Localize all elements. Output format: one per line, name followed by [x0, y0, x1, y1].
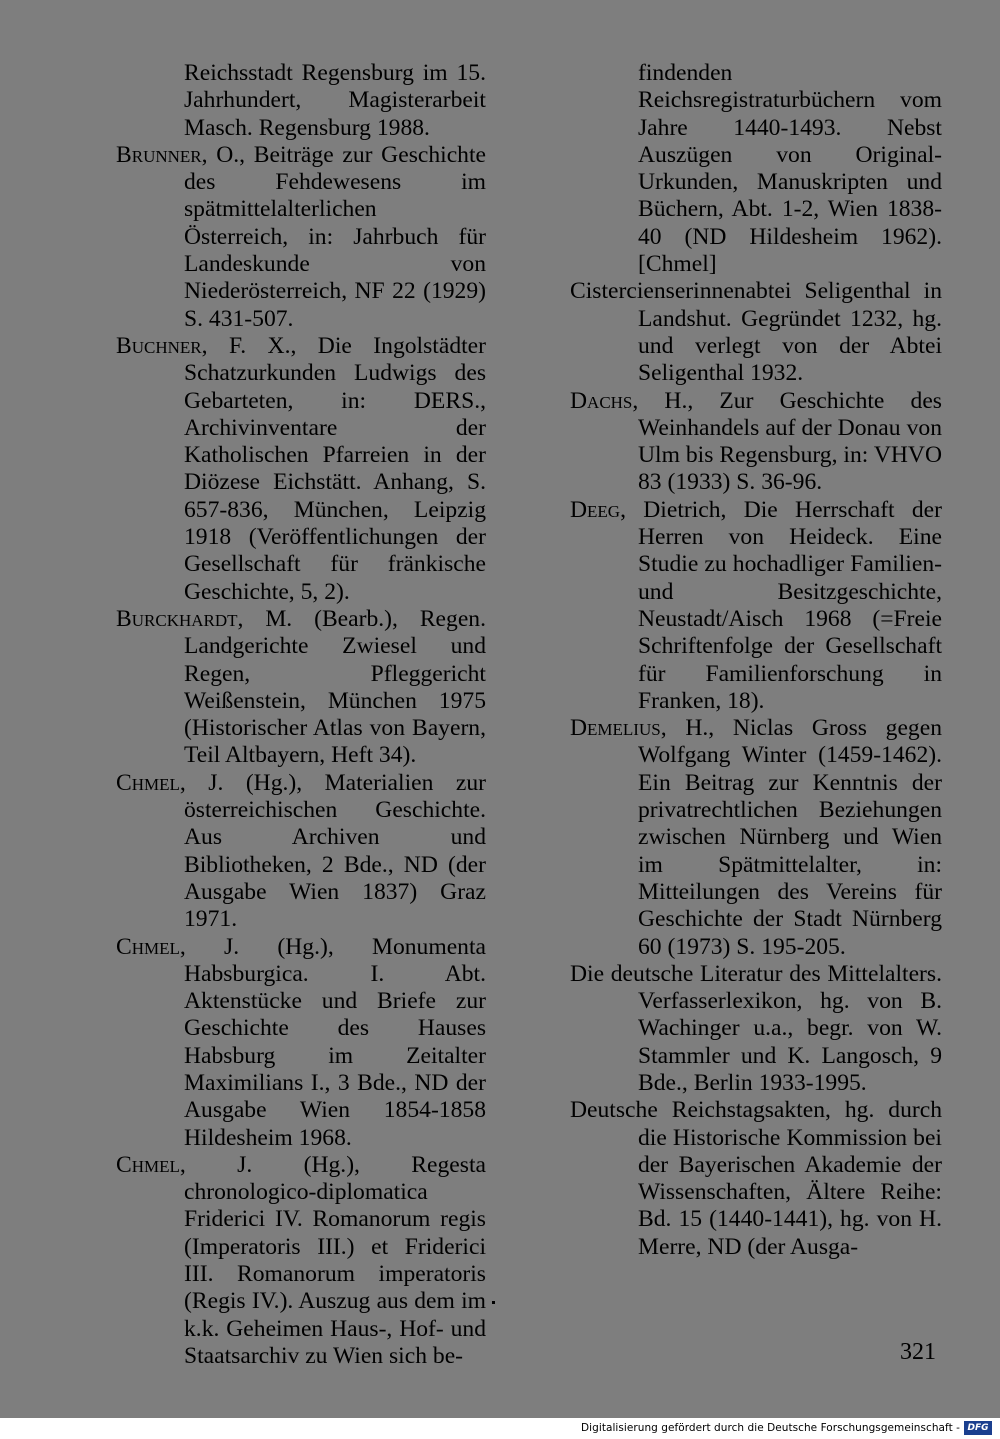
dfg-logo-icon: DFG	[964, 1421, 992, 1435]
bibliography-entry	[570, 961, 942, 1097]
bibliography-entry	[570, 1097, 942, 1261]
entry-text: , J. (Hg.), Monumenta Habsburgica. I. Abt. Aktenstücke und Briefe zur Geschichte des Hauses Habsburg im Zeitalter Maximilians I., 3 Bde., ND der Ausgabe Wien 1854-1858 Hildesheim 1968.	[179, 933, 486, 1151]
entry-text: , M. (Bearb.), Regen. Landgerichte Zwiesel und Regen, Pfleggericht Weißenstein, München 1975 (Historischer Atlas von Bayern, Teil Altbayern, Heft 34).	[184, 605, 486, 769]
bibliography-entry	[116, 333, 486, 606]
bibliography-entry	[116, 60, 486, 142]
footer-bar	[0, 1418, 1000, 1439]
entry-author: Buchner	[116, 332, 202, 359]
entry-text: , Dietrich, Die Herrschaft der Herren von Heideck. Eine Studie zu hochadliger Familien- und Besitzgeschichte, Neustadt/Aisch 1968 (=Freie Schriftenfolge der Gesellschaft für Familienforschung in Franken, 18).	[620, 496, 942, 714]
entry-text: , J. (Hg.), Regesta chronologico-diplomatica Friderici IV. Romanorum regis (Imperatoris III.) et Friderici III. Romanorum imperatoris (Regis IV.). Auszug aus dem im k.k. Geheimen Haus-, Hof- und Staatsarchiv zu Wien sich be-	[179, 1151, 486, 1369]
entry-author: Dachs	[570, 387, 633, 414]
right-column	[570, 60, 942, 1261]
entry-text: , J. (Hg.), Materialien zur österreichischen Geschichte. Aus Archiven und Bibliotheken, 2 Bde., ND (der Ausgabe Wien 1837) Graz 1971.	[179, 769, 486, 933]
page-number: 321	[900, 1339, 936, 1365]
entry-author: Brunner	[116, 141, 202, 168]
bibliography-entry	[570, 715, 942, 961]
footer-credit: Digitalisierung gefördert durch die Deutsche Forschungsgemeinschaft -	[581, 1422, 960, 1434]
bibliography-entry	[570, 388, 942, 497]
bibliography-entry	[116, 142, 486, 333]
entry-text: findenden Reichsregistraturbüchern vom Jahre 1440-1493. Nebst Auszügen von Original-Urkunden, Manuskripten und Büchern, Abt. 1-2, Wien 1838-40 (ND Hildesheim 1962). [Chmel]	[638, 60, 942, 278]
entry-author: Demelius	[570, 715, 661, 742]
entry-text: , H., Niclas Gross gegen Wolfgang Winter (1459-1462). Ein Beitrag zur Kenntnis der privatrechtlichen Beziehungen zwischen Nürnberg und Wien im Spätmittelalter, in: Mitteilungen des Vereins für Geschichte der Stadt Nürnberg 60 (1973) S. 195-205.	[638, 715, 942, 960]
entry-author: Burckhardt	[116, 605, 238, 632]
entry-author: Deeg	[570, 496, 621, 523]
left-column	[116, 60, 486, 1370]
bibliography-entry	[116, 770, 486, 934]
entry-text: , H., Zur Geschichte des Weinhandels auf der Donau von Ulm bis Regensburg, in: VHVO 83 (1933) S. 36-96.	[632, 387, 942, 496]
entry-text: , O., Beiträge zur Geschichte des Fehdewesens im spätmittelalterlichen Österreich, in: Jahrbuch für Landeskunde von Niederösterreich, NF 22 (1929) S. 431-507.	[184, 141, 486, 332]
bibliography-entry	[116, 934, 486, 1152]
entry-author: Chmel	[116, 769, 180, 796]
entry-text: , F. X., Die Ingolstädter Schatzurkunden Ludwigs des Gebarteten, in: DERS., Archivinventare der Katholischen Pfarreien in der Diözese Eichstätt. Anhang, S. 657-836, München, Leipzig 1918 (Veröffentlichungen der Gesellschaft für fränkische Geschichte, 5, 2).	[184, 332, 486, 605]
bibliography-entry	[570, 278, 942, 387]
entry-text: Die deutsche Literatur des Mittelalters. Verfasserlexikon, hg. von B. Wachinger u.a., begr. von W. Stammler und K. Langosch, 9 Bde., Berlin 1933-1995.	[570, 960, 942, 1096]
bibliography-entry	[116, 1152, 486, 1370]
entry-text: Deutsche Reichstagsakten, hg. durch die Historische Kommission bei der Bayerischen Akademie der Wissenschaften, Ältere Reihe: Bd. 15 (1440-1441), hg. von H. Merre, ND (der Ausga-	[570, 1097, 942, 1260]
bibliography-entry	[116, 606, 486, 770]
entry-text: Reichsstadt Regensburg im 15. Jahrhundert, Magisterarbeit Masch. Regensburg 1988.	[184, 60, 486, 141]
bibliography-entry	[570, 497, 942, 715]
entry-author: Chmel	[116, 1151, 180, 1178]
entry-author: Chmel	[116, 933, 180, 960]
stray-dot	[492, 1301, 495, 1304]
entry-text: Cistercienserinnenabtei Seligenthal in Landshut. Gegründet 1232, hg. und verlegt von der Abtei Seligenthal 1932.	[570, 278, 942, 387]
bibliography-entry	[570, 60, 942, 278]
